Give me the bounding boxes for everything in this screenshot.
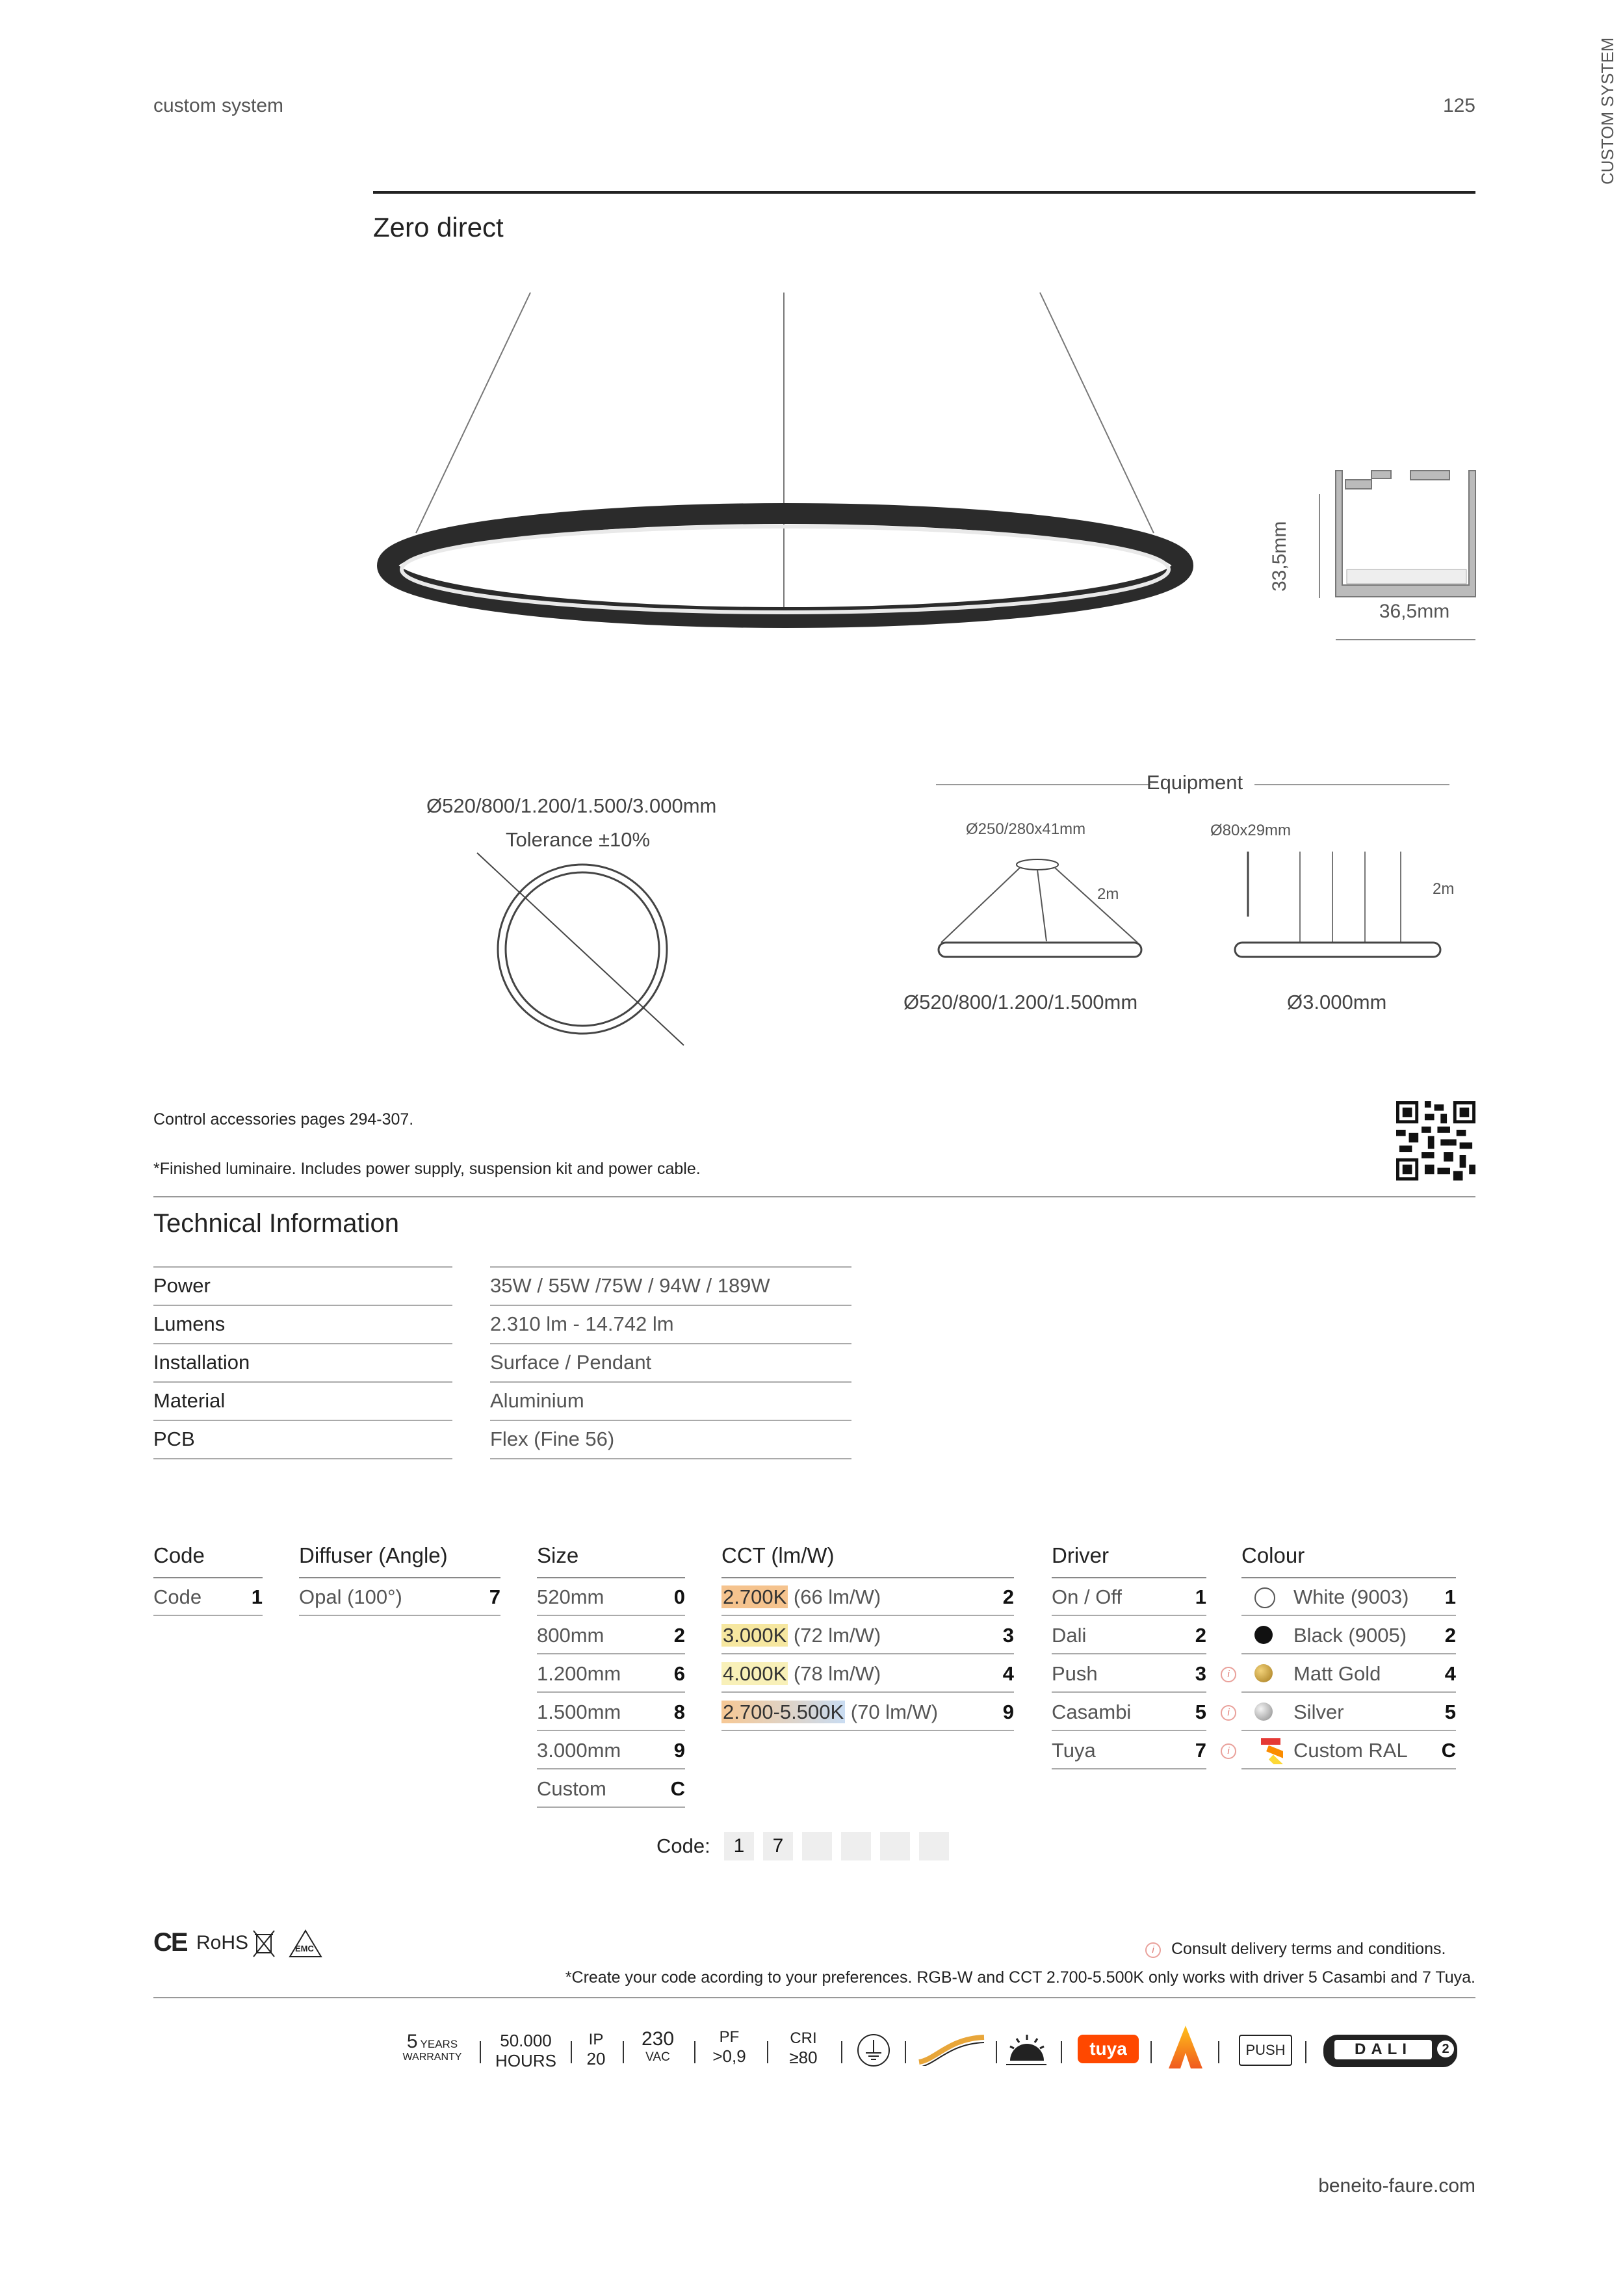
website[interactable]: beneito-faure.com <box>1318 2175 1475 2197</box>
cell-rule <box>537 1653 685 1654</box>
control-note: Control accessories pages 294-307. <box>153 1110 414 1128</box>
cell-rule <box>1241 1615 1456 1616</box>
colour-option[interactable] <box>1241 1693 1456 1731</box>
separator <box>694 2041 695 2063</box>
cct-label <box>721 1617 881 1654</box>
diameter-label: Ø520/800/1.200/1.500/3.000mm <box>426 794 717 817</box>
cct-code: 2 <box>1002 1585 1014 1608</box>
cell-rule <box>299 1615 500 1616</box>
cct-temp: 2.700K <box>723 1585 787 1608</box>
rohs-mark: RoHS <box>196 1932 249 1953</box>
code-slot[interactable] <box>802 1832 832 1860</box>
cell-rule <box>537 1691 685 1693</box>
code-code: 1 <box>251 1585 263 1608</box>
colour-option[interactable] <box>1241 1617 1456 1654</box>
separator <box>623 2041 624 2063</box>
cell-rule <box>721 1730 1014 1731</box>
cct-label <box>721 1578 881 1616</box>
colour-label: Silver <box>1293 1701 1344 1723</box>
driver-code: 7 <box>1195 1739 1206 1762</box>
cct-option[interactable] <box>721 1578 1014 1616</box>
driver-code: 5 <box>1195 1701 1206 1723</box>
separator <box>571 2041 572 2063</box>
separator <box>905 2041 906 2063</box>
diffuser-label: Opal (100°) <box>299 1585 402 1608</box>
finished-note: *Finished luminaire. Includes power supply, suspension kit and power cable. <box>153 1160 701 1178</box>
info-icon: i <box>1145 1942 1161 1958</box>
driver-code: 3 <box>1195 1662 1206 1685</box>
size-code: 9 <box>673 1739 685 1762</box>
cri-badge: CRI ≥80 <box>789 2029 818 2067</box>
info-icon: i <box>1221 1743 1236 1759</box>
size-option[interactable] <box>537 1693 685 1731</box>
section-name: custom system <box>153 95 284 116</box>
tech-value: Aluminium <box>490 1389 584 1412</box>
col-header-diffuser: Diffuser (Angle) <box>299 1543 448 1567</box>
colour-label: Matt Gold <box>1293 1662 1381 1685</box>
driver-label: Push <box>1052 1662 1098 1685</box>
ce-mark: CE <box>153 1928 187 1957</box>
cell-rule <box>1241 1691 1456 1693</box>
size-option[interactable] <box>537 1655 685 1693</box>
driver-code: 2 <box>1195 1624 1206 1647</box>
title-rule <box>373 191 1475 194</box>
code-builder-label: Code: <box>656 1834 710 1857</box>
tech-key: Power <box>153 1274 211 1297</box>
code-label: Code <box>153 1585 202 1608</box>
cable-large-label: 2m <box>1433 880 1455 898</box>
tech-row-rule <box>490 1458 851 1459</box>
equipment-rule-left <box>936 784 1150 785</box>
col-header-driver: Driver <box>1052 1543 1109 1567</box>
code-slot[interactable] <box>919 1832 949 1860</box>
colour-label: Custom RAL <box>1293 1739 1408 1762</box>
tech-row-rule <box>490 1381 851 1383</box>
create-code-note: *Create your code acording to your preferences. RGB-W and CCT 2.700-5.500K only works with driver 5 Casambi and 7 Tuya. <box>565 1968 1475 1987</box>
side-tab: CUSTOM SYSTEM <box>1598 37 1617 185</box>
flex-strip-icon <box>916 2033 988 2066</box>
separator <box>996 2041 997 2063</box>
weee-bin-icon <box>251 1928 277 1959</box>
separator <box>1061 2041 1062 2063</box>
colour-code: 4 <box>1444 1662 1456 1685</box>
tech-row-rule <box>490 1420 851 1421</box>
ral-fan-icon <box>1241 1736 1283 1764</box>
cct-temp: 2.700-5.500K <box>723 1701 844 1723</box>
tech-value: 35W / 55W /75W / 94W / 189W <box>490 1274 770 1297</box>
equipment-rule-right <box>1254 784 1449 785</box>
canopy-small-label: Ø250/280x41mm <box>966 820 1086 838</box>
cct-efficacy: (70 lm/W) <box>845 1701 939 1723</box>
cct-code: 3 <box>1002 1624 1014 1647</box>
pendant-illustration <box>377 286 1202 657</box>
profile-width-label: 36,5mm <box>1379 601 1450 622</box>
cell-rule <box>1052 1653 1206 1654</box>
separator <box>841 2041 842 2063</box>
dimmer-saw-icon <box>1004 2028 1049 2070</box>
colour-label: Black (9005) <box>1293 1624 1407 1647</box>
driver-option[interactable] <box>1052 1693 1206 1731</box>
diffuser-code: 7 <box>489 1585 500 1608</box>
tech-key: Material <box>153 1389 226 1412</box>
qr-code[interactable] <box>1396 1101 1475 1181</box>
dali-logo: DALI 2 <box>1323 2035 1457 2067</box>
colour-code: C <box>1441 1739 1456 1762</box>
delivery-note: i Consult delivery terms and conditions. <box>1145 1940 1475 1962</box>
pf-badge: PF >0,9 <box>712 2028 746 2066</box>
size-code: 2 <box>673 1624 685 1647</box>
emc-mark: EMC <box>295 1944 314 1953</box>
colour-code: 1 <box>1444 1585 1456 1608</box>
cell-rule <box>721 1615 1014 1616</box>
size-code: C <box>670 1777 685 1800</box>
canopy-large-label: Ø80x29mm <box>1210 822 1292 839</box>
code-option[interactable] <box>153 1578 263 1616</box>
profile-height-label: 33,5mm <box>1269 521 1290 592</box>
cell-rule <box>537 1615 685 1616</box>
footer-rule <box>153 1997 1475 1998</box>
notes-rule <box>153 1196 1475 1197</box>
col-header-cct: CCT (lm/W) <box>721 1543 835 1567</box>
tech-row-rule <box>490 1266 851 1268</box>
driver-option[interactable] <box>1052 1732 1206 1769</box>
cct-temp: 4.000K <box>723 1662 787 1685</box>
white-swatch <box>1254 1587 1275 1608</box>
separator <box>767 2041 768 2063</box>
separator <box>480 2041 481 2063</box>
cct-label <box>721 1693 938 1731</box>
driver-label: On / Off <box>1052 1585 1122 1608</box>
ring-top-view <box>468 845 702 1060</box>
cell-rule <box>1241 1730 1456 1731</box>
tech-row-rule <box>490 1305 851 1306</box>
tech-key: Installation <box>153 1351 250 1374</box>
equip-diam-small: Ø520/800/1.200/1.500mm <box>903 991 1138 1013</box>
cct-efficacy: (66 lm/W) <box>788 1585 881 1608</box>
tech-key: PCB <box>153 1428 195 1450</box>
push-badge: PUSH <box>1239 2035 1292 2066</box>
tech-value: Flex (Fine 56) <box>490 1428 615 1450</box>
cct-efficacy: (72 lm/W) <box>788 1624 881 1647</box>
product-title: Zero direct <box>373 212 504 242</box>
cell-rule <box>1052 1691 1206 1693</box>
size-label: 800mm <box>537 1624 604 1647</box>
colour-code: 2 <box>1444 1624 1456 1647</box>
tech-row-rule <box>153 1305 452 1306</box>
page-number: 125 <box>1442 95 1475 116</box>
colour-label: White (9003) <box>1293 1585 1409 1608</box>
size-code: 6 <box>673 1662 685 1685</box>
warranty-badge: 5 YEARS WARRANTY <box>402 2031 462 2063</box>
size-label: 520mm <box>537 1585 604 1608</box>
black-swatch <box>1254 1626 1273 1644</box>
cable-small-label: 2m <box>1097 885 1119 903</box>
tuya-logo: tuya <box>1078 2035 1139 2063</box>
size-label: 1.500mm <box>537 1701 621 1723</box>
size-code: 0 <box>673 1585 685 1608</box>
tech-row-rule <box>490 1343 851 1344</box>
driver-code: 1 <box>1195 1585 1206 1608</box>
info-icon: i <box>1221 1667 1236 1682</box>
cell-rule <box>537 1768 685 1769</box>
cct-code: 4 <box>1002 1662 1014 1685</box>
col-header-colour: Colour <box>1241 1543 1305 1567</box>
col-header-code: Code <box>153 1543 205 1567</box>
tolerance-label: Tolerance ±10% <box>506 828 651 851</box>
info-icon: i <box>1221 1705 1236 1721</box>
tech-row-rule <box>153 1420 452 1421</box>
code-slot[interactable] <box>880 1832 910 1860</box>
equip-diam-large: Ø3.000mm <box>1287 991 1387 1013</box>
driver-label: Casambi <box>1052 1701 1132 1723</box>
ip-badge: IP 20 <box>586 2031 606 2068</box>
gold-swatch <box>1254 1664 1273 1682</box>
cct-label <box>721 1655 881 1693</box>
silver-swatch <box>1254 1702 1273 1721</box>
separator <box>1218 2041 1219 2063</box>
diffuser-option[interactable] <box>299 1578 500 1616</box>
colour-code: 5 <box>1444 1701 1456 1723</box>
driver-option[interactable] <box>1052 1617 1206 1654</box>
cell-rule <box>1241 1653 1456 1654</box>
vac-badge: 230 VAC <box>641 2028 675 2064</box>
driver-label: Tuya <box>1052 1739 1096 1762</box>
tech-value: Surface / Pendant <box>490 1351 652 1374</box>
cell-rule <box>153 1615 263 1616</box>
size-label: 3.000mm <box>537 1739 621 1762</box>
colour-option[interactable] <box>1241 1655 1456 1693</box>
equipment-large-drawing <box>1228 845 1456 988</box>
code-slot[interactable] <box>841 1832 871 1860</box>
tech-row-rule <box>153 1381 452 1383</box>
driver-option[interactable] <box>1052 1655 1206 1693</box>
code-slot[interactable]: 1 <box>724 1832 754 1860</box>
cell-rule <box>537 1730 685 1731</box>
separator <box>1305 2041 1306 2063</box>
cell-rule <box>537 1807 685 1808</box>
cell-rule <box>1052 1768 1206 1769</box>
cct-option[interactable] <box>721 1693 1014 1731</box>
size-option[interactable] <box>537 1578 685 1616</box>
cell-rule <box>1052 1615 1206 1616</box>
cct-code: 9 <box>1002 1701 1014 1723</box>
col-header-size: Size <box>537 1543 579 1567</box>
cell-rule <box>721 1691 1014 1693</box>
cct-temp: 3.000K <box>723 1624 787 1647</box>
size-label: 1.200mm <box>537 1662 621 1685</box>
cct-option[interactable] <box>721 1617 1014 1654</box>
cct-option[interactable] <box>721 1655 1014 1693</box>
technical-title: Technical Information <box>153 1209 399 1238</box>
driver-label: Dali <box>1052 1624 1087 1647</box>
size-code: 8 <box>673 1701 685 1723</box>
tech-row-rule <box>153 1458 452 1459</box>
cct-efficacy: (78 lm/W) <box>788 1662 881 1685</box>
code-slot[interactable]: 7 <box>763 1832 793 1860</box>
casambi-logo <box>1167 2024 1204 2070</box>
cell-rule <box>1241 1768 1456 1769</box>
tech-row-rule <box>153 1266 452 1268</box>
equipment-label: Equipment <box>1146 771 1243 794</box>
driver-option[interactable] <box>1052 1578 1206 1616</box>
ground-class-icon <box>855 2032 892 2068</box>
separator <box>1150 2041 1152 2063</box>
cell-rule <box>1052 1730 1206 1731</box>
cell-rule <box>721 1653 1014 1654</box>
tech-value: 2.310 lm - 14.742 lm <box>490 1312 674 1335</box>
hours-badge: 50.000 HOURS <box>495 2031 556 2070</box>
equipment-small-drawing <box>929 845 1150 988</box>
size-option[interactable] <box>537 1617 685 1654</box>
size-option[interactable] <box>537 1732 685 1769</box>
size-option[interactable] <box>537 1770 685 1808</box>
size-label: Custom <box>537 1777 606 1800</box>
tech-key: Lumens <box>153 1312 226 1335</box>
tech-row-rule <box>153 1343 452 1344</box>
